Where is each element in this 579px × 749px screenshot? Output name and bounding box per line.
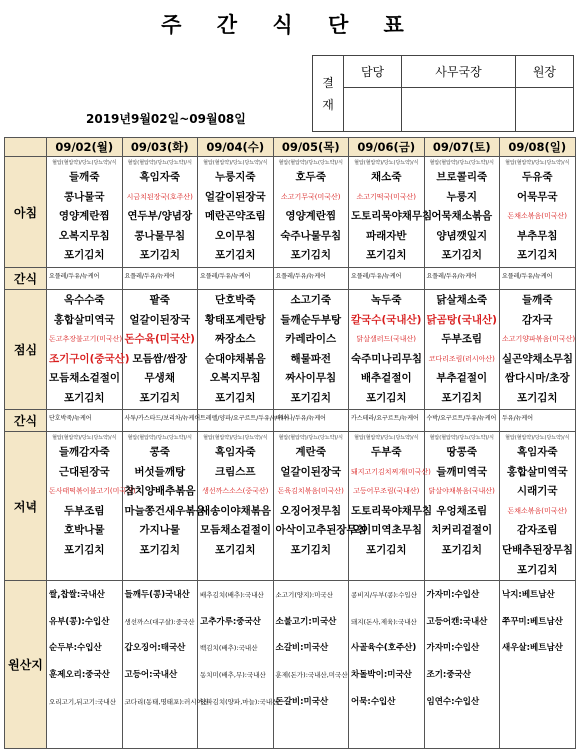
origin-item: 훈제(돈가):국내산,미국산: [275, 670, 348, 679]
lunch-cell-content: [274, 290, 349, 409]
menu-item: 콩죽: [149, 446, 170, 458]
morning-cell: [47, 157, 123, 268]
origin-item: 소갈비:미국산: [275, 643, 329, 654]
dinner-cell: [500, 432, 576, 581]
dinner-cell: [273, 432, 367, 581]
menu-item: 얼갈이된장국: [204, 190, 266, 203]
origin-cell-content: [123, 581, 210, 715]
page-title: 주 간 식 단 표: [161, 13, 418, 37]
dinner-cell-content: [123, 432, 206, 561]
menu-item: 쌈다시마/초장: [504, 372, 570, 385]
menu-item: 옥수수죽: [63, 294, 105, 306]
menu-item: 우엉채조림: [436, 504, 488, 517]
day-header: 09/06(금): [349, 138, 425, 157]
menu-item: 실곤약채소무침: [502, 352, 574, 365]
menu-item: 포기김치: [441, 249, 483, 262]
origin-cell-content: [274, 581, 349, 715]
menu-item: 영양계란찜: [58, 210, 110, 223]
menu-item: 녹두죽: [371, 294, 402, 306]
lunch-cell-content: [425, 290, 500, 409]
approval-role: 원장: [515, 56, 573, 88]
menu-item: 돈수육(미국산): [124, 333, 195, 346]
menu-item: 소고기양파볶음(미국산): [502, 335, 576, 344]
day-header: 09/04(수): [198, 138, 274, 157]
menu-item: 누룽지: [446, 190, 477, 203]
menu-item: 두부조림: [441, 333, 483, 346]
dinner-cell-content: [198, 432, 273, 561]
diet-note: 혈압(혈압약)/당뇨(당뇨약)/식: [354, 160, 419, 166]
origin-cell-content: [198, 581, 279, 715]
approval-sign-cell[interactable]: [515, 88, 573, 132]
morning-cell-content: [500, 157, 575, 266]
diet-note: 혈압(혈압약)/당뇨(당뇨약)/식: [52, 435, 117, 441]
snack-item: 두유/뉴케어: [502, 415, 534, 422]
morning-cell-content: [198, 157, 273, 266]
menu-item: 소고기떡국(미국산): [356, 192, 417, 201]
lunch-cell: [500, 290, 576, 410]
category-snack2: 간식: [5, 410, 47, 432]
menu-item: 황태포계란탕: [204, 313, 266, 326]
menu-item: 땅콩죽: [446, 446, 477, 458]
menu-item: 포기김치: [516, 563, 558, 576]
snack1-cell: [424, 268, 500, 290]
menu-item: 돈육김치볶음(미국산): [277, 487, 344, 496]
diet-note: 혈압(혈압약)/당뇨(당뇨약)/식: [354, 435, 419, 441]
snack-item: 바나나/두유/뉴케어: [275, 415, 326, 422]
diet-note: 혈압(혈압약)/당뇨(당뇨약)/식: [203, 435, 268, 441]
menu-item: 치커리겉절이: [431, 524, 493, 537]
menu-item: 닭살야채볶음(국내산): [428, 487, 495, 496]
dinner-cell: [424, 432, 500, 581]
menu-item: 포기김치: [63, 391, 105, 404]
morning-cell: [500, 157, 576, 268]
category-lunch: 점심: [5, 290, 47, 410]
menu-item: 브로콜리죽: [436, 171, 488, 183]
menu-item: 돼지고기김치찌개(미국산): [351, 467, 431, 476]
menu-item: 두부죽: [371, 446, 402, 458]
menu-item: 돈고추장불고기(미국산): [49, 335, 123, 344]
diet-note: 혈압(혈압약)/당뇨(당뇨약)/식: [203, 160, 268, 166]
origin-row: [5, 581, 576, 749]
menu-item: 닭살채소죽: [436, 294, 488, 306]
origin-item: 어묵:수입산: [351, 696, 396, 707]
menu-item: 팥죽: [149, 294, 170, 306]
lunch-cell: [349, 290, 425, 410]
diet-note: 혈압(혈압약)/당뇨(당뇨약)/식: [278, 160, 343, 166]
category-origin: 원산지: [5, 581, 47, 749]
menu-item: 계란죽: [295, 446, 326, 458]
origin-item: 새우살:베트남산: [502, 643, 563, 654]
menu-item: 부추무침: [516, 229, 558, 242]
approval-sign-cell[interactable]: [402, 88, 516, 132]
menu-item: 콩나물국: [63, 190, 105, 203]
menu-item: 오이무침: [214, 229, 256, 242]
menu-item: 무생채: [144, 372, 175, 385]
snack-item: 트레펠/양파/요구르트/두유/뉴케어: [200, 415, 290, 422]
menu-item: 닭곰탕(국내산): [426, 313, 497, 326]
menu-item: 오징어젓무침: [280, 504, 342, 517]
origin-item: 소불고기:미국산: [275, 616, 337, 627]
menu-item: 소고기무국(미국산): [280, 192, 341, 201]
menu-item: 단호박죽: [214, 294, 256, 306]
snack-item: 요플레/두유/뉴케어: [351, 273, 402, 280]
menu-item: 채소죽: [371, 171, 402, 183]
snack-item: 요플레/두유/뉴케어: [49, 273, 100, 280]
menu-item: 가지나물: [139, 524, 181, 537]
menu-item: 어묵채소볶음: [431, 210, 493, 223]
lunch-cell: [47, 290, 130, 410]
menu-item: 영양계란찜: [285, 210, 337, 223]
menu-item: 고등어무조림(국내산): [353, 487, 420, 496]
day-header: 09/02(월): [47, 138, 123, 157]
approval-label: 결재: [313, 56, 344, 132]
menu-item: 오복지무침: [58, 229, 110, 242]
day-header: 09/07(토): [424, 138, 500, 157]
snack2-cell: [349, 410, 425, 432]
snack1-cell: [273, 268, 349, 290]
origin-item: 동치미(배추,무):국내산: [200, 670, 266, 679]
origin-item: 돼지(돈사,제육):국내산: [351, 617, 417, 626]
approval-sign-cell[interactable]: [344, 88, 402, 132]
origin-cell-content: [500, 581, 575, 715]
menu-item: 두유죽: [522, 171, 553, 183]
menu-item: 누룽지죽: [214, 171, 256, 183]
menu-item: 포기김치: [63, 543, 105, 556]
origin-item: 콩비지/두부(콩):수입산: [351, 591, 417, 600]
snack1-row: [5, 268, 576, 290]
origin-item: 양파김치(양파,마늘):국내산: [200, 697, 279, 706]
menu-item: 들깨죽: [522, 294, 553, 306]
snack-item: 요플레/두유/뉴케어: [426, 273, 477, 280]
snack1-cell: [500, 268, 576, 290]
origin-cell: [47, 581, 123, 749]
origin-cell: [273, 581, 349, 749]
origin-item: 소고기(양지):미국산: [275, 591, 333, 600]
menu-item: 돈채소볶음(미국산): [507, 506, 568, 515]
menu-item: 시금치된장국(호주산): [126, 192, 193, 201]
menu-item: 모듬채소겉절이: [49, 372, 121, 385]
menu-item: 들깨죽: [69, 171, 100, 183]
approval-role: 사무국장: [402, 56, 516, 88]
menu-item: 배추겉절이: [360, 372, 412, 385]
diet-note: 혈압(혈압약)/당뇨(당뇨약)/식: [429, 435, 494, 441]
menu-item: 칼국수(국내산): [351, 313, 422, 326]
menu-item: 코다리조림(러시아산): [428, 354, 495, 363]
menu-item: 돈채소볶음(미국산): [507, 212, 568, 221]
menu-item: 모듬채소겉절이: [200, 524, 272, 537]
day-header: 09/08(일): [500, 138, 576, 157]
diet-note: 혈압(혈압약)/당뇨(당뇨약)/식: [127, 435, 192, 441]
menu-item: 포기김치: [290, 249, 332, 262]
snack-item: 요플레/두유/뉴케어: [502, 273, 553, 280]
menu-item: 포기김치: [63, 249, 105, 262]
corner-cell: [5, 138, 47, 157]
menu-item: 숙주나물무침: [280, 229, 342, 242]
category-snack1: 간식: [5, 268, 47, 290]
menu-item: 포기김치: [139, 391, 181, 404]
lunch-cell-content: [349, 290, 424, 409]
origin-item: 돈갈비:미국산: [275, 696, 329, 707]
dinner-cell-content: [274, 432, 367, 561]
menu-item: 포기김치: [365, 391, 407, 404]
dinner-cell-content: [500, 432, 575, 580]
menu-item: 닭살샐러드(국내산): [356, 335, 417, 344]
lunch-cell-content: [47, 290, 130, 409]
lunch-cell: [122, 290, 198, 410]
diet-note: 혈압(혈압약)/당뇨(당뇨약)/식: [429, 160, 494, 166]
menu-item: 새송이야채볶음: [200, 504, 272, 517]
menu-item: 두부조림: [63, 504, 105, 517]
menu-item: 아삭이고추된장무침: [275, 524, 367, 537]
morning-cell-content: [274, 157, 349, 266]
origin-item: 조기:중국산: [426, 669, 471, 680]
origin-cell: [424, 581, 500, 749]
menu-item: 얼갈이된장국: [280, 465, 342, 478]
menu-item: 포기김치: [516, 391, 558, 404]
menu-item: 숙주미나리무침: [351, 352, 423, 365]
origin-item: 고추가루:중국산: [200, 616, 261, 627]
menu-item: 크림스프: [214, 465, 256, 478]
morning-cell: [198, 157, 274, 268]
origin-item: [502, 689, 573, 716]
menu-item: 도토리묵야채무침: [351, 210, 433, 223]
origin-item: 생선까스(대구살):중국산: [124, 617, 195, 626]
snack-item: 카스테라/요구르트/뉴케어: [351, 415, 419, 422]
menu-item: 콩나물무침: [134, 229, 186, 242]
origin-item: 고등어:국내산: [124, 669, 178, 680]
origin-item: 순두부:수입산: [49, 643, 102, 654]
snack2-cell: [198, 410, 290, 432]
dinner-cell: [198, 432, 274, 581]
category-morning: 아침: [5, 157, 47, 268]
menu-item: 짜사이무침: [285, 372, 337, 385]
menu-item: 홍합살미역국: [506, 465, 568, 478]
origin-item: 가자미:수입산: [426, 643, 480, 654]
menu-item: 생선까스소스(중국산): [202, 487, 269, 496]
snack-item: 수박/요구르트/두유/뉴케어: [426, 415, 497, 422]
menu-item: 포기김치: [214, 249, 256, 262]
snack1-cell: [198, 268, 274, 290]
origin-item: 백김치(배추):국내산: [200, 644, 258, 653]
menu-item: 부추겉절이: [436, 372, 488, 385]
morning-cell-content: [425, 157, 500, 266]
lunch-cell-content: [500, 290, 575, 409]
morning-cell: [122, 157, 198, 268]
snack2-cell: [47, 410, 123, 432]
origin-item: 오리고기,뒤고기:국내산: [49, 697, 117, 706]
origin-item: 쭈꾸미:베트남산: [502, 616, 563, 627]
menu-item: 들깨미역국: [436, 465, 488, 478]
lunch-cell-content: [198, 290, 273, 409]
morning-cell-content: [349, 157, 433, 266]
snack1-cell: [47, 268, 123, 290]
approval-role: 담당: [344, 56, 402, 88]
origin-item: 낙지:베트남산: [502, 590, 555, 601]
header-row: [5, 138, 576, 157]
menu-period: 2019년9월02일~09월08일: [86, 112, 246, 126]
menu-item: 메란곤약조림: [204, 210, 266, 223]
menu-item: 포기김치: [214, 543, 256, 556]
menu-item: 포기김치: [516, 249, 558, 262]
snack-item: 단호박죽/뉴케어: [49, 415, 92, 422]
diet-note: 혈압(혈압약)/당뇨(당뇨약)/식: [127, 160, 192, 166]
snack-item: 사투/카스타드/보리차/뉴케어: [124, 415, 201, 422]
menu-item: 포기김치: [365, 249, 407, 262]
origin-item: 갑오징어:태국산: [124, 643, 186, 654]
menu-item: 얼갈이된장국: [129, 313, 191, 326]
dinner-cell-content: [47, 432, 136, 561]
snack2-cell: [122, 410, 201, 432]
diet-note: 혈압(혈압약)/당뇨(당뇨약)/식: [52, 160, 117, 166]
menu-item: 들깨감자죽: [58, 446, 110, 458]
day-header: 09/05(목): [273, 138, 349, 157]
day-header: 09/03(화): [122, 138, 198, 157]
lunch-cell: [273, 290, 349, 410]
snack-item: 요플레/두유/뉴케어: [275, 273, 326, 280]
morning-cell-content: [47, 157, 122, 266]
menu-item: 시래기국: [516, 485, 558, 498]
diet-note: 혈압(혈압약)/당뇨(당뇨약)/식: [505, 435, 570, 441]
origin-item: 사골육수(호주산): [351, 643, 417, 654]
origin-cell: [198, 581, 279, 749]
menu-item: 오이미역초무침: [351, 524, 423, 537]
origin-item: 가자미:수입산: [426, 590, 480, 601]
origin-cell: [122, 581, 210, 749]
origin-item: 훈제오리:중국산: [49, 669, 110, 680]
menu-item: 호박나물: [63, 524, 105, 537]
menu-item: 포기김치: [139, 249, 181, 262]
origin-item: 배추김치(배추):국내산: [200, 591, 264, 600]
weekly-menu-table: [4, 137, 576, 749]
menu-item: 포기김치: [290, 543, 332, 556]
menu-item: 버섯들깨탕: [134, 465, 186, 478]
menu-item: 양념깻잎지: [436, 229, 488, 242]
morning-row: [5, 157, 576, 268]
menu-item: 흑임자죽: [139, 171, 181, 183]
snack1-cell: [349, 268, 425, 290]
menu-item: 카레라이스: [285, 333, 337, 346]
menu-item: 참치양배추볶음: [124, 485, 196, 498]
dinner-row: [5, 432, 576, 581]
snack2-cell: [424, 410, 500, 432]
menu-item: 포기김치: [290, 391, 332, 404]
morning-cell: [349, 157, 433, 268]
origin-item: 임연수:수입산: [426, 696, 480, 707]
approval-box: [312, 55, 574, 132]
origin-item: [502, 662, 573, 689]
menu-item: 해물파전: [290, 352, 332, 365]
menu-item: 파래자반: [365, 229, 407, 242]
origin-cell-content: [349, 581, 424, 715]
menu-item: 홍합살미역국: [53, 313, 115, 326]
snack2-cell: [273, 410, 349, 432]
diet-note: 혈압(혈압약)/당뇨(당뇨약)/식: [278, 435, 343, 441]
menu-item: 근대된장국: [58, 465, 110, 478]
menu-item: 마늘쫑건새우볶음: [124, 504, 206, 517]
lunch-row: [5, 290, 576, 410]
dinner-cell-content: [349, 432, 433, 561]
menu-item: 돈사태떡볶이불고기(미국산): [49, 487, 136, 496]
origin-item: 코다리(동태,명태포):러시아산: [124, 697, 210, 706]
menu-item: 포기김치: [214, 391, 256, 404]
origin-cell-content: [425, 581, 500, 715]
menu-item: 짜장소스: [214, 333, 256, 346]
origin-cell: [500, 581, 576, 749]
menu-item: 어묵무국: [516, 190, 558, 203]
dinner-cell-content: [425, 432, 500, 561]
menu-item: 호두죽: [295, 171, 326, 183]
morning-cell: [424, 157, 500, 268]
menu-item: 감자조림: [516, 524, 558, 537]
category-dinner: 저녁: [5, 432, 47, 581]
dinner-cell: [349, 432, 433, 581]
diet-note: 혈압(혈압약)/당뇨(당뇨약)/식: [505, 160, 570, 166]
menu-item: 연두부/양념장: [127, 210, 193, 223]
lunch-cell: [198, 290, 274, 410]
lunch-cell-content: [123, 290, 198, 409]
menu-item: 순대야채볶음: [204, 352, 266, 365]
origin-cell-content: [47, 581, 122, 715]
menu-item: 흑임자죽: [516, 446, 558, 458]
snack1-cell: [122, 268, 198, 290]
menu-item: 도토리묵야채무침: [351, 504, 433, 517]
snack2-cell: [500, 410, 576, 432]
menu-item: 포기김치: [441, 391, 483, 404]
menu-item: 소고기죽: [290, 294, 332, 306]
menu-item: 단배추된장무침: [502, 543, 574, 556]
morning-cell: [273, 157, 349, 268]
origin-cell: [349, 581, 425, 749]
origin-item: 유부(콩):수입산: [49, 616, 110, 627]
menu-item: 포기김치: [365, 543, 407, 556]
snack-item: 요플레/두유/뉴케어: [124, 273, 175, 280]
menu-item: 포기김치: [139, 543, 181, 556]
snack-item: 요플레/두유/뉴케어: [200, 273, 251, 280]
menu-item: 흑임자죽: [214, 446, 256, 458]
snack2-row: [5, 410, 576, 432]
menu-item: 조기구이(중국산): [49, 352, 130, 365]
lunch-cell: [424, 290, 500, 410]
dinner-cell: [122, 432, 206, 581]
dinner-cell: [47, 432, 136, 581]
menu-item: 모듬쌈/쌈장: [132, 352, 188, 365]
origin-item: 고등어캔:국내산: [426, 616, 488, 627]
morning-cell-content: [123, 157, 198, 266]
origin-item: 들깨두(콩)국내산: [124, 590, 190, 601]
origin-item: 쌀,찹쌀:국내산: [49, 590, 105, 601]
origin-item: 차돌박이:미국산: [351, 669, 412, 680]
menu-item: 감자국: [522, 313, 553, 326]
menu-item: 들깨순두부탕: [280, 313, 342, 326]
menu-item: 포기김치: [441, 543, 483, 556]
menu-item: 오복지무침: [209, 372, 261, 385]
